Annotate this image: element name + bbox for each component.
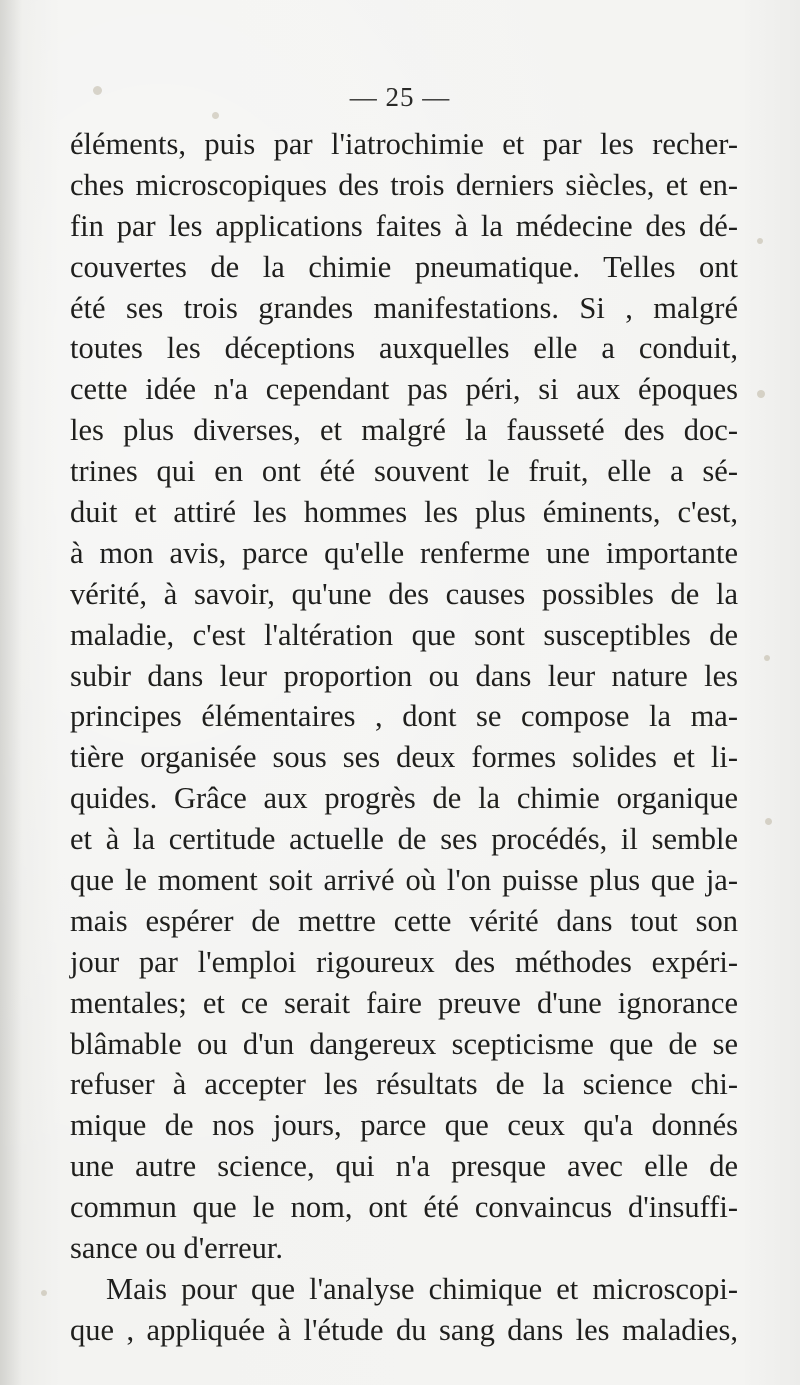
- text-line: sance ou d'erreur.: [70, 1231, 283, 1266]
- text-line: les plus diverses, et malgré la fausseté des doc-: [70, 413, 738, 448]
- text-line: été ses trois grandes manifestations. Si , malgré: [70, 290, 738, 325]
- text-line: fin par les applications faites à la médecine des dé-: [70, 208, 738, 243]
- paper-speck: [757, 238, 763, 244]
- text-line: ches microscopiques des trois derniers siècles, et en-: [70, 167, 738, 202]
- paper-speck: [757, 390, 765, 398]
- page-edge-shadow: [0, 0, 22, 1385]
- paper-speck: [93, 86, 102, 95]
- text-line: mais espérer de mettre cette vérité dans tout son: [70, 903, 738, 938]
- text-line: subir dans leur proportion ou dans leur nature les: [70, 658, 738, 693]
- text-line: tière organisée sous ses deux formes solides et li-: [70, 740, 738, 775]
- text-line: vérité, à savoir, qu'une des causes possibles de la: [70, 576, 738, 611]
- text-line: trines qui en ont été souvent le fruit, elle a sé-: [70, 454, 738, 489]
- text-line: principes élémentaires , dont se compose la ma-: [70, 699, 738, 734]
- text-line: et à la certitude actuelle de ses procédés, il semble: [70, 822, 738, 857]
- text-line: quides. Grâce aux progrès de la chimie organique: [70, 781, 738, 816]
- text-line: mique de nos jours, parce que ceux qu'a donnés: [70, 1108, 738, 1143]
- text-line: éléments, puis par l'iatrochimie et par les recher-: [70, 127, 738, 161]
- text-line: Mais pour que l'analyse chimique et microscopi-: [106, 1271, 738, 1306]
- paper-speck: [212, 112, 219, 119]
- text-line: jour par l'emploi rigoureux des méthodes expéri-: [70, 944, 738, 979]
- text-line: maladie, c'est l'altération que sont susceptibles de: [70, 617, 738, 652]
- paper-speck: [765, 818, 772, 825]
- text-line: mentales; et ce serait faire preuve d'une ignorance: [70, 985, 738, 1020]
- text-line: toutes les déceptions auxquelles elle a conduit,: [70, 331, 738, 366]
- text-line: que le moment soit arrivé où l'on puisse plus que ja-: [70, 863, 738, 898]
- text-line: commun que le nom, ont été convaincus d'insuffi-: [70, 1190, 738, 1225]
- body-text: [70, 124, 738, 1351]
- text-line: refuser à accepter les résultats de la science chi-: [70, 1067, 738, 1102]
- page-number: — 25 —: [349, 82, 451, 112]
- text-line: couvertes de la chimie pneumatique. Telles ont: [70, 249, 738, 284]
- paper-speck: [764, 655, 770, 661]
- text-line: que , appliquée à l'étude du sang dans les maladies,: [70, 1312, 738, 1347]
- text-line: duit et attiré les hommes les plus éminents, c'est,: [70, 495, 738, 530]
- text-line: une autre science, qui n'a presque avec elle de: [70, 1149, 738, 1184]
- text-line: à mon avis, parce qu'elle renferme une importante: [70, 535, 738, 570]
- paper-speck: [41, 1290, 47, 1296]
- text-line: cette idée n'a cependant pas péri, si aux époques: [70, 372, 738, 407]
- text-line: blâmable ou d'un dangereux scepticisme que de se: [70, 1026, 738, 1061]
